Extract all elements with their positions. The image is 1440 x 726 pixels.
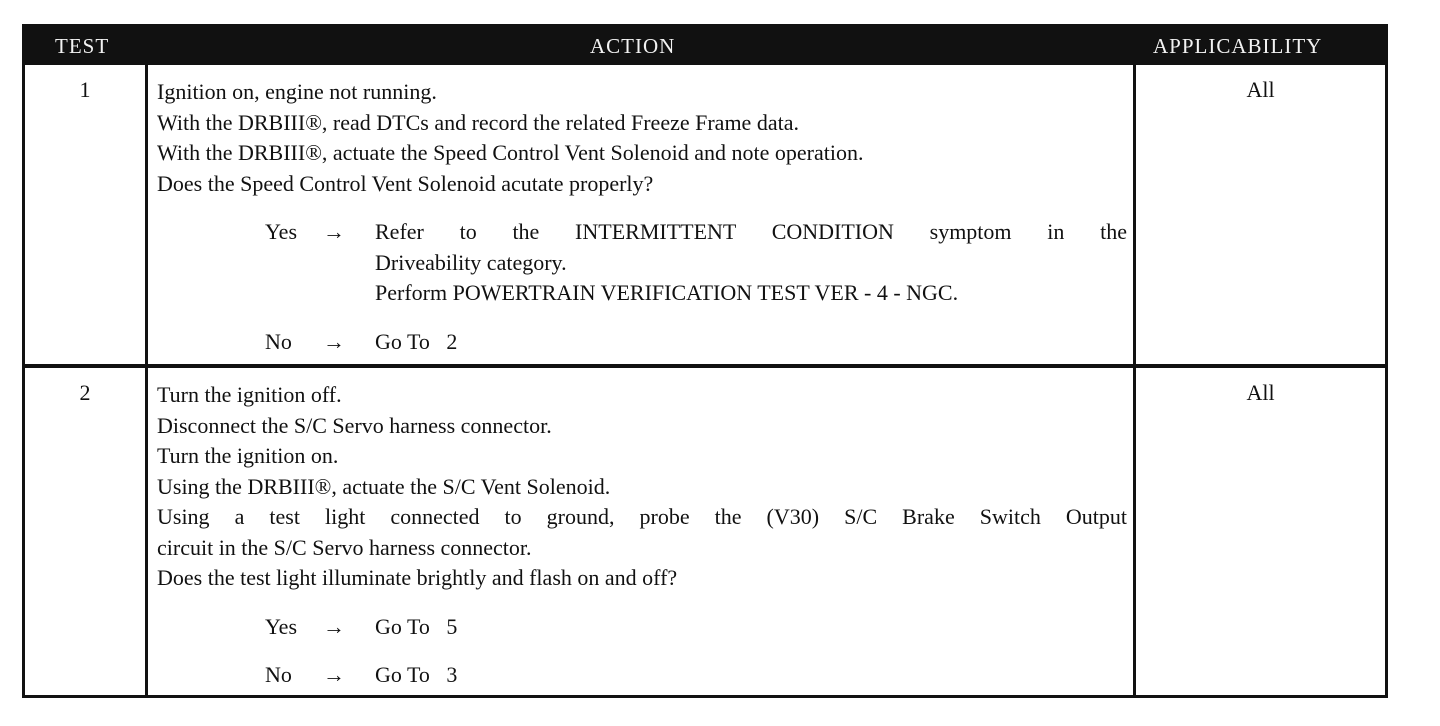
arrow-icon: →: [323, 219, 345, 244]
result-line: Refer to the INTERMITTENT CONDITION symptom in the: [375, 219, 1127, 244]
applicability-value: All: [1246, 380, 1275, 405]
action-line: Does the Speed Control Vent Solenoid acutate properly?: [157, 170, 654, 196]
header-action: ACTION: [590, 34, 676, 58]
arrow-icon: →: [323, 613, 345, 639]
test-number: 1: [79, 77, 91, 102]
table-row: [25, 368, 1385, 695]
result-line: Driveability category.: [375, 249, 567, 275]
no-label: No: [265, 662, 292, 687]
header-applicability: APPLICABILITY: [1153, 34, 1323, 58]
arrow-icon: →: [323, 328, 345, 354]
action-line: Using the DRBIII®, actuate the S/C Vent Solenoid.: [157, 473, 611, 499]
action-line: Turn the ignition off.: [157, 382, 342, 407]
yes-label: Yes: [265, 613, 298, 639]
action-cell: [157, 380, 1127, 691]
action-line: Using a test light connected to ground, probe the (V30) S/C Brake Switch Output: [157, 504, 1127, 529]
yes-result: [375, 217, 1127, 309]
no-branch: [265, 327, 1127, 358]
yes-branch: [265, 612, 1127, 643]
action-line: Ignition on, engine not running.: [157, 79, 437, 104]
action-line: Turn the ignition on.: [157, 443, 339, 468]
no-result: [375, 327, 1127, 358]
yes-branch: [265, 217, 1127, 309]
table-header: [25, 27, 1385, 65]
arrow-icon: →: [323, 662, 345, 687]
diagnostic-test-table: [22, 24, 1388, 698]
table-row: [25, 65, 1385, 364]
action-line: Does the test light illuminate brightly and flash on and off?: [157, 565, 678, 590]
header-test: TEST: [55, 34, 110, 58]
no-result: [375, 660, 1127, 691]
result-line: Go To 5: [375, 613, 458, 639]
yes-result: [375, 612, 1127, 643]
action-line: With the DRBIII®, actuate the Speed Control Vent Solenoid and note operation.: [157, 140, 864, 165]
yes-label: Yes: [265, 219, 298, 244]
result-line: Go To 2: [375, 328, 458, 354]
result-line: Perform POWERTRAIN VERIFICATION TEST VER - 4 - NGC.: [375, 280, 959, 305]
no-branch: [265, 660, 1127, 691]
action-cell: [157, 77, 1127, 357]
action-line: Disconnect the S/C Servo harness connector.: [157, 412, 552, 438]
applicability-value: All: [1246, 77, 1275, 102]
result-line: Go To 3: [375, 662, 458, 687]
no-label: No: [265, 328, 292, 354]
action-line: circuit in the S/C Servo harness connector.: [157, 534, 532, 560]
test-number: 2: [79, 380, 91, 405]
action-line: With the DRBIII®, read DTCs and record the related Freeze Frame data.: [157, 109, 799, 135]
